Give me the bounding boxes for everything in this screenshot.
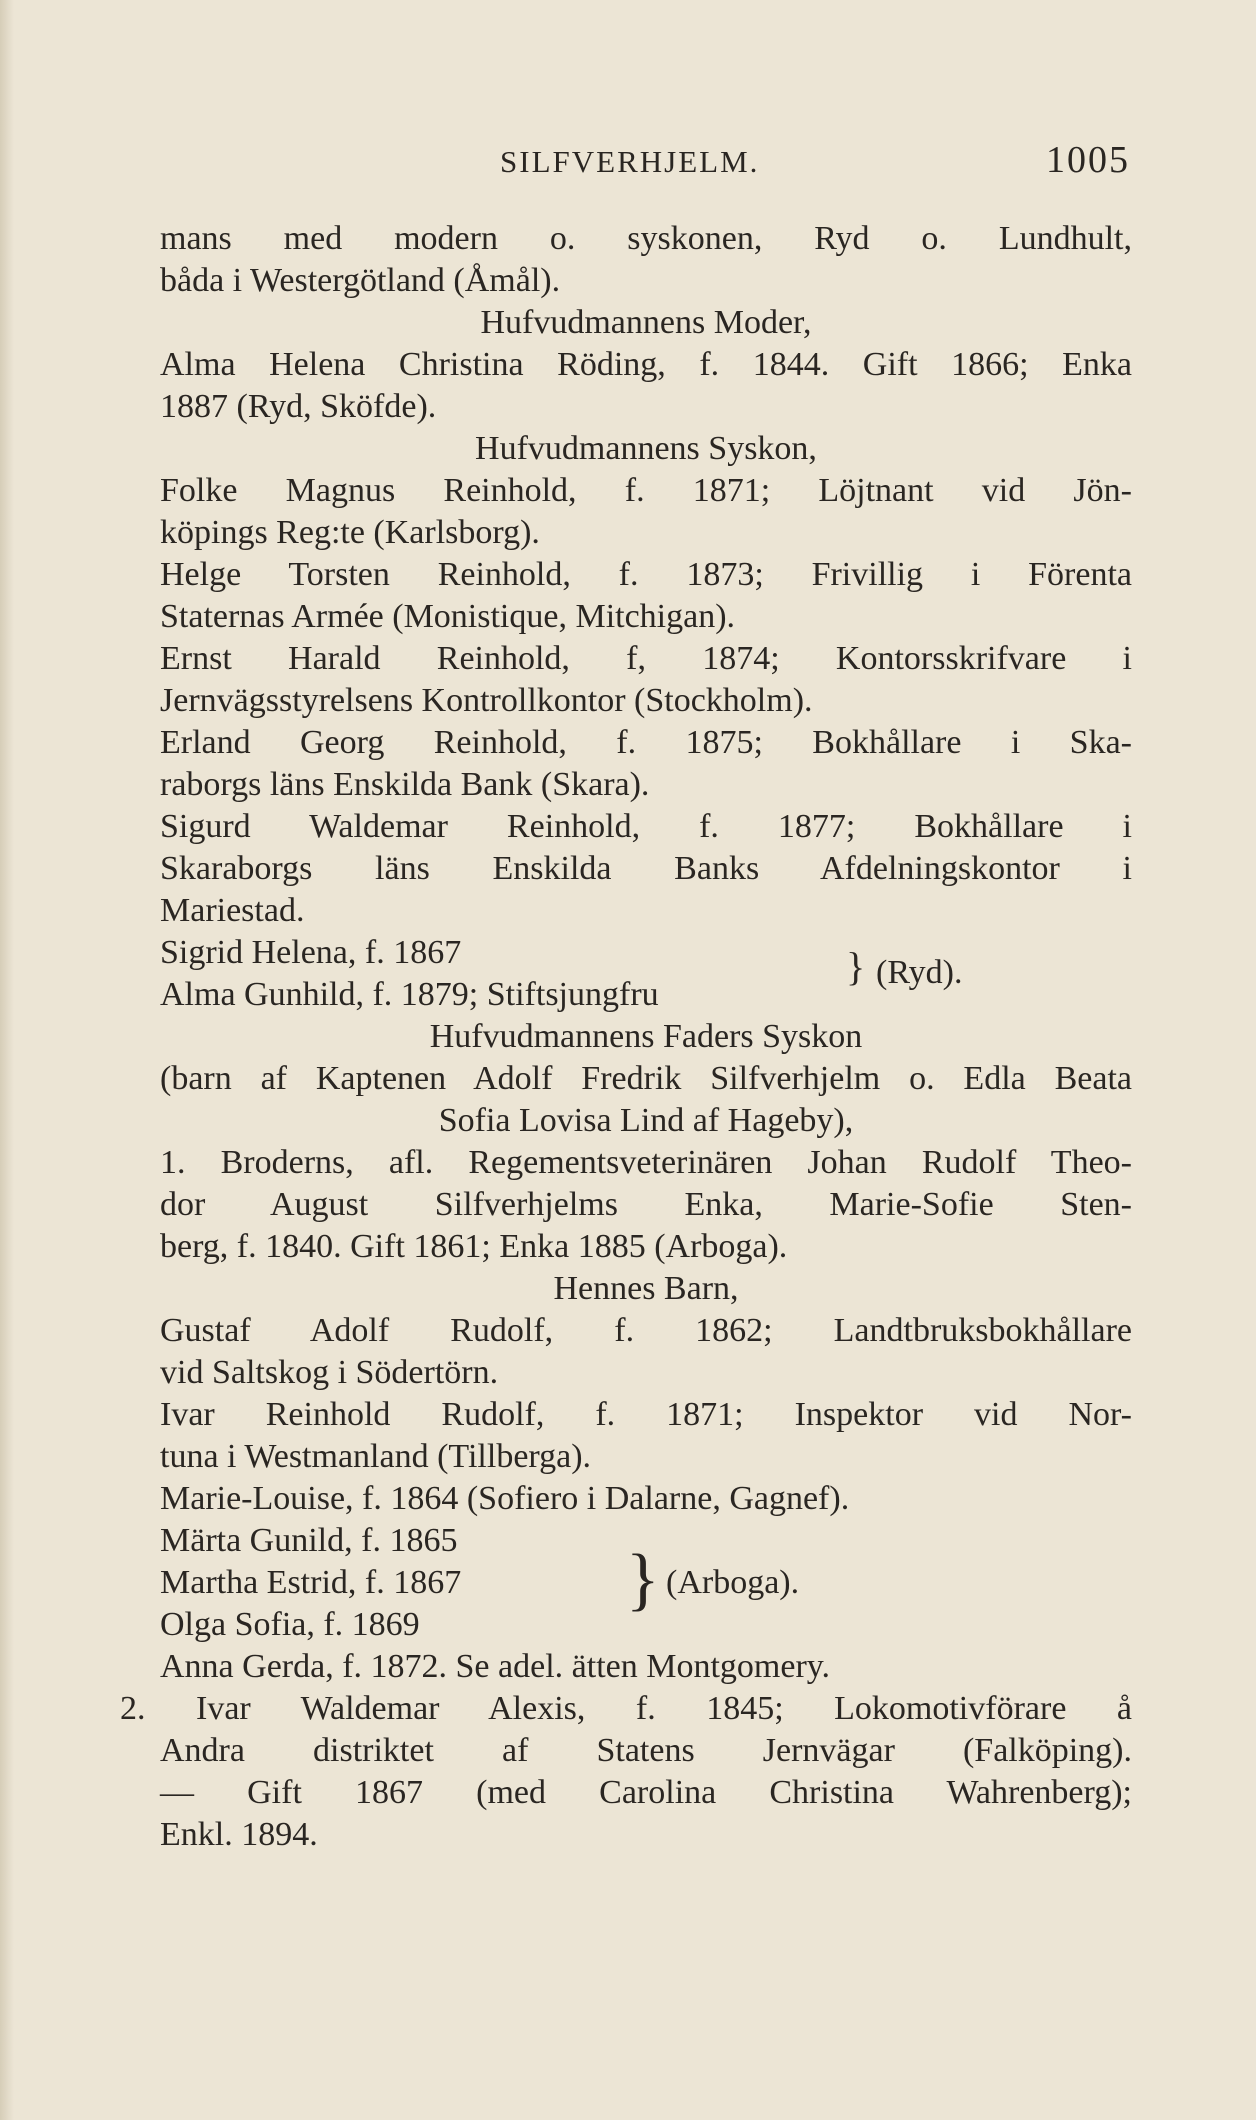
brace-group-arboga <box>160 1520 1132 1646</box>
text-line: Ernst Harald Reinhold, f, 1874; Kontorsskrifvare i <box>160 640 1132 677</box>
text-line: (barn af Kaptenen Adolf Fredrik Silfverhjelm o. Edla Beata <box>160 1060 1132 1097</box>
text-line: raborgs läns Enskilda Bank (Skara). <box>160 766 650 803</box>
section-heading: Hufvudmannens Moder, <box>480 304 812 341</box>
text-line: dor August Silfverhjelms Enka, Marie-Sofie Sten- <box>160 1186 1132 1223</box>
text-line: tuna i Westmanland (Tillberga). <box>160 1438 592 1475</box>
text-line: Martha Estrid, f. 1867 <box>160 1564 462 1601</box>
text-line: (Arboga). <box>666 1564 800 1601</box>
text-line: Andra distriktet af Statens Jernvägar (Falköping). <box>160 1732 1132 1769</box>
text-line: Olga Sofia, f. 1869 <box>160 1606 420 1643</box>
text-line: Alma Helena Christina Röding, f. 1844. Gift 1866; Enka <box>160 346 1132 383</box>
section-heading: Hufvudmannens Faders Syskon <box>429 1018 863 1055</box>
text-line: Märta Gunild, f. 1865 <box>160 1522 458 1559</box>
text-line: Skaraborgs läns Enskilda Banks Afdelningskontor i <box>160 850 1132 887</box>
text-line: Anna Gerda, f. 1872. Se adel. ätten Montgomery. <box>160 1648 831 1685</box>
page-header <box>160 138 1130 188</box>
section-heading: Hufvudmannens Syskon, <box>475 430 817 467</box>
text-line: Helge Torsten Reinhold, f. 1873; Frivillig i Förenta <box>160 556 1132 593</box>
text-line: vid Saltskog i Södertörn. <box>160 1354 499 1391</box>
text-line: (Ryd). <box>876 954 963 991</box>
text-line: 1. Broderns, afl. Regementsveterinären Johan Rudolf Theo- <box>160 1144 1132 1181</box>
text-line: Alma Gunhild, f. 1879; Stiftsjungfru <box>160 976 659 1013</box>
text-line: Ivar Reinhold Rudolf, f. 1871; Inspektor vid Nor- <box>160 1396 1132 1433</box>
text-line: Sigrid Helena, f. 1867 <box>160 934 462 971</box>
running-head: SILFVERHJELM. <box>500 144 760 179</box>
text-line: Sigurd Waldemar Reinhold, f. 1877; Bokhållare i <box>160 808 1132 845</box>
text-line: Jernvägsstyrelsens Kontrollkontor (Stockholm). <box>160 682 813 719</box>
text-line: Folke Magnus Reinhold, f. 1871; Löjtnant vid Jön- <box>160 472 1132 509</box>
text-line: Gustaf Adolf Rudolf, f. 1862; Landtbruksbokhållare <box>160 1312 1132 1349</box>
text-line: Erland Georg Reinhold, f. 1875; Bokhållare i Ska- <box>160 724 1132 761</box>
brace-group-ryd <box>160 932 1132 1016</box>
text-line: — Gift 1867 (med Carolina Christina Wahrenberg); <box>160 1774 1132 1811</box>
page-body <box>120 218 1132 1856</box>
page-edge <box>0 0 14 2120</box>
text-line: 2. Ivar Waldemar Alexis, f. 1845; Lokomotivförare å <box>120 1690 1132 1727</box>
text-line: köpings Reg:te (Karlsborg). <box>160 514 540 551</box>
section-heading: Hennes Barn, <box>553 1270 739 1307</box>
brace-icon: } <box>626 1541 660 1618</box>
text-line: båda i Westergötland (Åmål). <box>160 262 561 299</box>
text-line: Enkl. 1894. <box>160 1816 318 1853</box>
page-number: 1005 <box>1046 139 1130 181</box>
text-line: berg, f. 1840. Gift 1861; Enka 1885 (Arboga). <box>160 1228 788 1265</box>
text-line: Staternas Armée (Monistique, Mitchigan). <box>160 598 736 635</box>
brace-icon: } <box>846 944 866 989</box>
text-line: mans med modern o. syskonen, Ryd o. Lundhult, <box>160 220 1132 257</box>
text-line: Mariestad. <box>160 892 305 929</box>
text-line: Marie-Louise, f. 1864 (Sofiero i Dalarne, Gagnef). <box>160 1480 850 1517</box>
text-line: Sofia Lovisa Lind af Hageby), <box>438 1102 854 1139</box>
text-line: 1887 (Ryd, Sköfde). <box>160 388 437 425</box>
